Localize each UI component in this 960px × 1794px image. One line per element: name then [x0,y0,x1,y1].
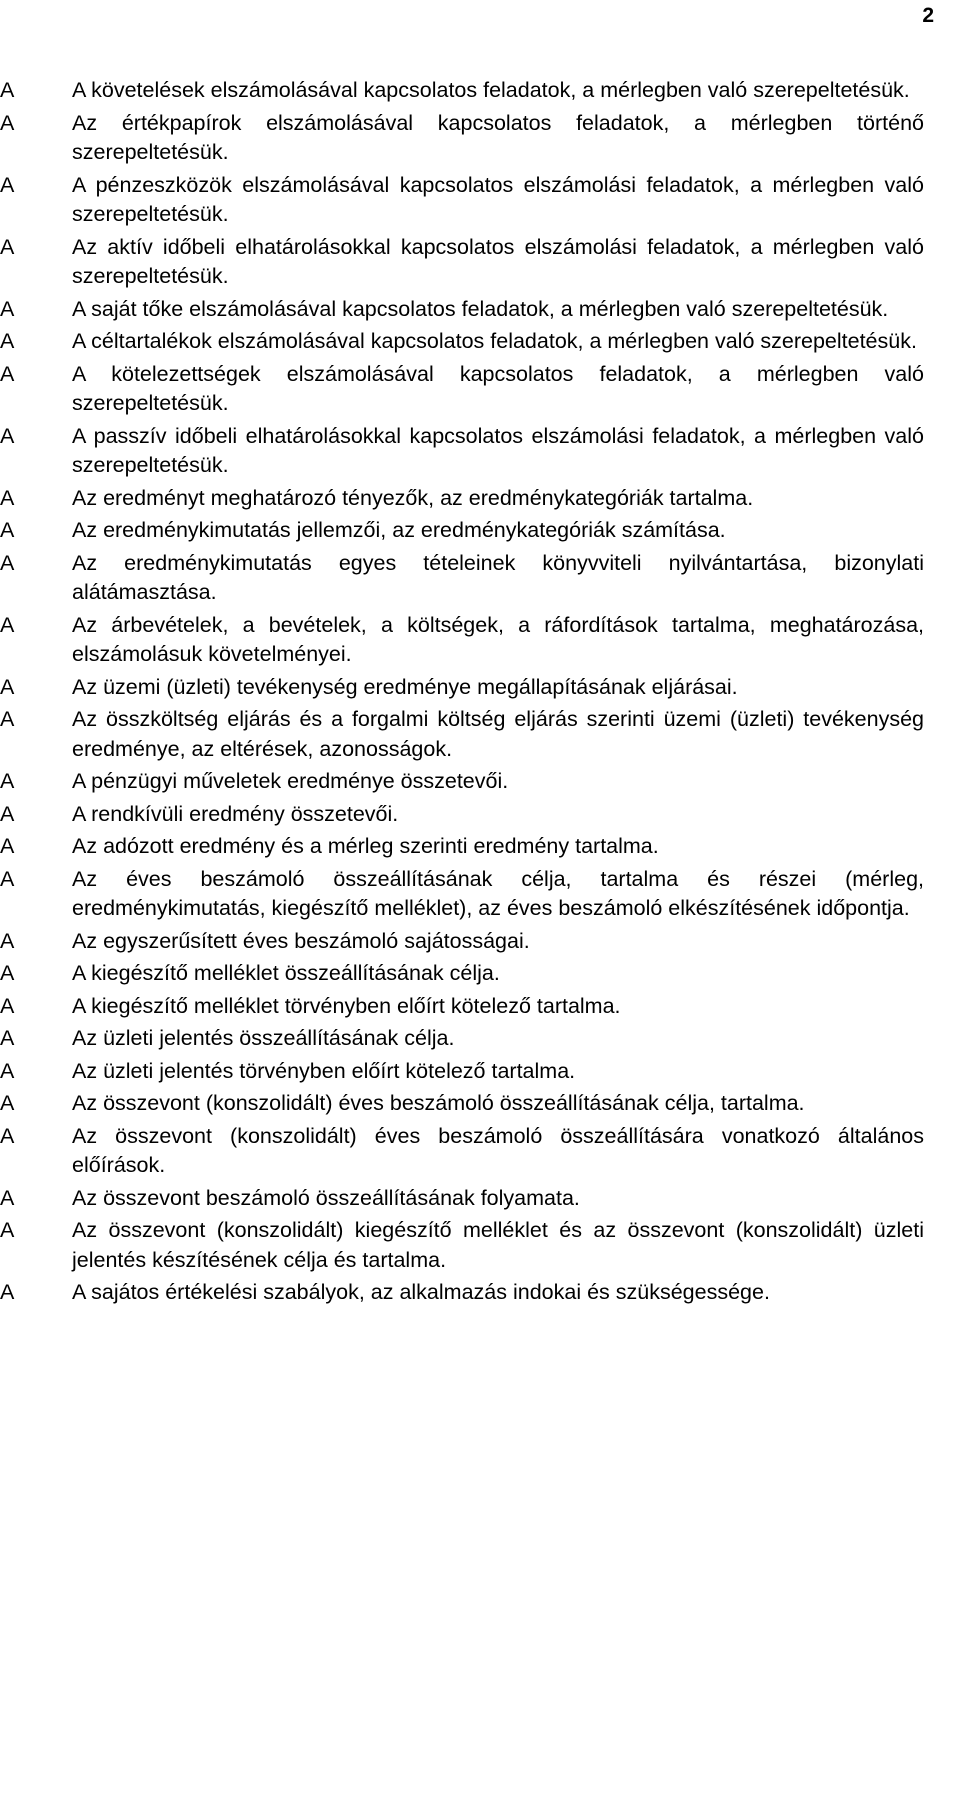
list-marker: A [0,1123,15,1148]
list-item [0,767,960,797]
list-item-text: Az eredményt meghatározó tényezők, az eredménykategóriák tartalma. [72,485,754,510]
list-marker: A [0,234,15,259]
list-item-text: Az egyszerűsített éves beszámoló sajátosságai. [72,928,530,953]
list-item [0,705,960,764]
list-item-text: Az értékpapírok elszámolásával kapcsolatos feladatok, a mérlegben történő szerepeltetésük. [72,110,924,164]
list-item-text: Az eredménykimutatás egyes tételeinek könyvviteli nyilvántartása, bizonylati alátámasztása. [72,550,924,604]
list-marker: A [0,801,15,826]
list-item-text: A passzív időbeli elhatárolásokkal kapcsolatos elszámolási feladatok, a mérlegben való szerepeltetésük. [72,423,924,477]
list-item-text: A sajátos értékelési szabályok, az alkalmazás indokai és szükségessége. [72,1280,770,1304]
page-number: 2 [922,4,934,27]
list-marker: A [0,769,15,793]
list-item [0,360,960,419]
list-item-text: Az összevont (konszolidált) éves beszámoló összeállítására vonatkozó általános előírások. [72,1123,924,1177]
list-item-text: A rendkívüli eredmény összetevői. [72,801,399,826]
list-marker: A [0,834,15,858]
list-item [0,927,960,957]
list-marker: A [0,674,15,699]
list-item [0,516,960,546]
list-item [0,959,960,989]
list-item [0,295,960,325]
list-marker: A [0,518,15,542]
list-item-text: A céltartalékok elszámolásával kapcsolatos feladatok, a mérlegben való szerepeltetésük. [72,329,917,353]
list-marker: A [0,110,15,135]
list-item-text: Az üzleti jelentés törvényben előírt kötelező tartalma. [72,1058,576,1083]
list-item-text: Az üzemi (üzleti) tevékenység eredménye megállapításának eljárásai. [72,674,738,699]
list-item [0,76,960,106]
list-item-text: A követelések elszámolásával kapcsolatos feladatok, a mérlegben való szerepeltetésük. [72,78,910,102]
list-item [0,1184,960,1214]
list-item [0,422,960,481]
list-item [0,673,960,703]
list-marker: A [0,1218,15,1242]
list-item-text: Az üzleti jelentés összeállításának célja. [72,1026,455,1050]
list-marker: A [0,361,15,386]
list-item-text: Az összköltség eljárás és a forgalmi költség eljárás szerinti üzemi (üzleti) tevékenység eredménye, az eltérések, azonosságok. [72,707,924,761]
list-item [0,1024,960,1054]
list-item-text: Az aktív időbeli elhatárolásokkal kapcsolatos elszámolási feladatok, a mérlegben való szerepeltetésük. [72,234,924,288]
list-marker: A [0,928,15,953]
list-item [0,800,960,830]
list-item [0,1216,960,1275]
list-item [0,327,960,357]
list-marker: A [0,866,15,891]
list-item-text: Az árbevételek, a bevételek, a költségek, a ráfordítások tartalma, meghatározása, elszámolásuk követelményei. [72,612,924,666]
list-item-text: Az összevont (konszolidált) éves beszámoló összeállításának célja, tartalma. [72,1091,805,1115]
list-marker: A [0,993,15,1018]
list-item-text: A kiegészítő melléklet összeállításának célja. [72,961,500,985]
list-item [0,1057,960,1087]
list-item-text: A kötelezettségek elszámolásával kapcsolatos feladatok, a mérlegben való szerepeltetésük. [72,361,924,415]
list-item-text: A pénzeszközök elszámolásával kapcsolatos elszámolási feladatok, a mérlegben való szerepeltetésük. [72,172,924,226]
list-marker: A [0,550,15,575]
list-item [0,1278,960,1308]
list-item [0,992,960,1022]
list-item-text: A kiegészítő melléklet törvényben előírt kötelező tartalma. [72,993,621,1018]
list-marker: A [0,707,15,731]
list-marker: A [0,296,15,321]
list-item-text: Az adózott eredmény és a mérleg szerinti eredmény tartalma. [72,834,659,858]
list-item [0,484,960,514]
list-marker: A [0,1185,15,1210]
list-marker: A [0,485,15,510]
list-item-text: Az éves beszámoló összeállításának célja, tartalma és részei (mérleg, eredménykimutatás, kiegészítő melléklet), az éves beszámoló elkészítésének időpontja. [72,866,924,920]
list-marker: A [0,1058,15,1083]
list-marker: A [0,1091,15,1115]
list-marker: A [0,78,15,102]
list-item [0,611,960,670]
list-item-text: A pénzügyi műveletek eredménye összetevői. [72,769,509,793]
list-item [0,549,960,608]
list-item-text: A saját tőke elszámolásával kapcsolatos feladatok, a mérlegben való szerepeltetésük. [72,296,889,321]
topic-list [0,76,960,1311]
list-marker: A [0,172,15,197]
list-item [0,865,960,924]
list-marker: A [0,423,15,448]
list-item [0,109,960,168]
list-marker: A [0,961,15,985]
list-item [0,832,960,862]
list-item-text: Az összevont (konszolidált) kiegészítő melléklet és az összevont (konszolidált) üzleti jelentés készítésének célja és tartalma. [72,1218,924,1272]
list-item [0,233,960,292]
list-marker: A [0,329,15,353]
list-item [0,1122,960,1181]
list-marker: A [0,612,15,637]
list-item-text: Az összevont beszámoló összeállításának folyamata. [72,1185,580,1210]
list-item [0,1089,960,1119]
list-item [0,171,960,230]
list-marker: A [0,1280,15,1304]
list-marker: A [0,1026,15,1050]
list-item-text: Az eredménykimutatás jellemzői, az eredménykategóriák számítása. [72,518,726,542]
